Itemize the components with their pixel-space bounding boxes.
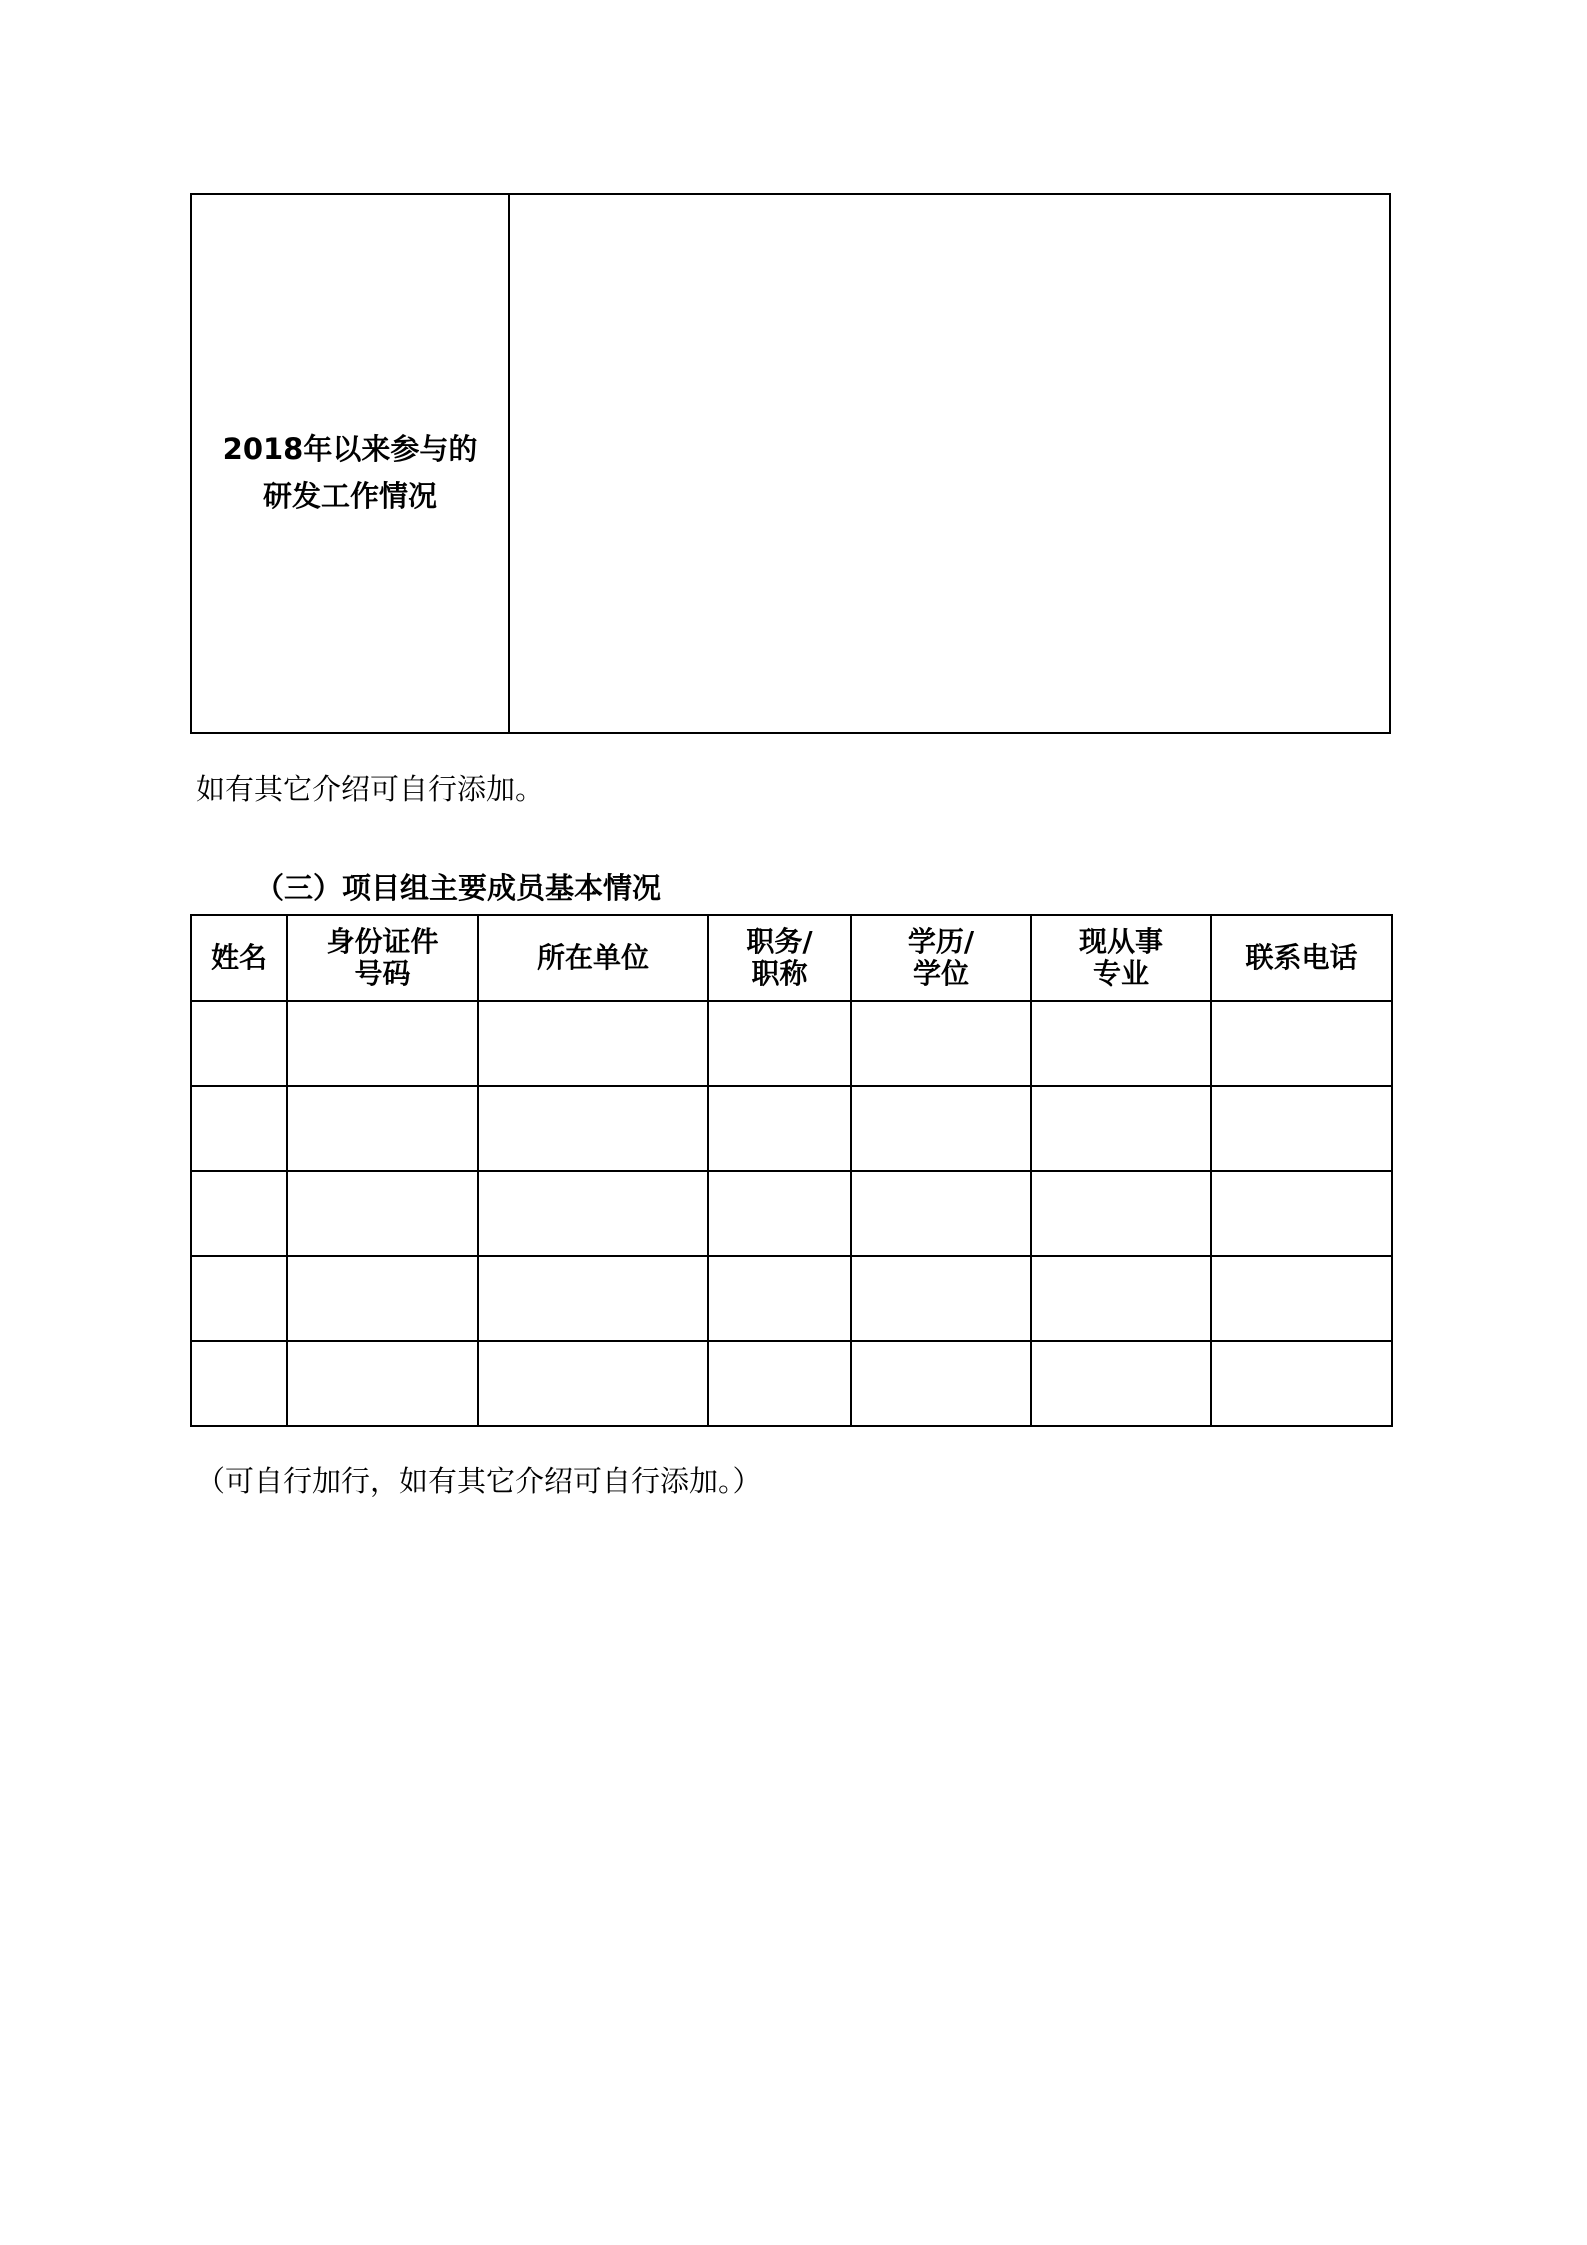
table-cell[interactable]	[1031, 1001, 1211, 1086]
header-organization: 所在单位	[478, 915, 708, 1001]
table-cell[interactable]	[708, 1086, 851, 1171]
table-cell[interactable]	[851, 1171, 1031, 1256]
table-cell[interactable]	[478, 1341, 708, 1426]
table-cell[interactable]	[1211, 1086, 1392, 1171]
table-row	[191, 1086, 1392, 1171]
table-cell[interactable]	[851, 1256, 1031, 1341]
table-cell[interactable]	[478, 1171, 708, 1256]
table-cell[interactable]	[1211, 1341, 1392, 1426]
note-after-research: 如有其它介绍可自行添加。	[196, 772, 545, 806]
research-label-line2: 研发工作情况	[262, 478, 437, 513]
table-cell[interactable]	[191, 1086, 287, 1171]
table-cell[interactable]	[191, 1001, 287, 1086]
header-education-degree: 学历/ 学位	[851, 915, 1031, 1001]
table-cell[interactable]	[191, 1171, 287, 1256]
table-cell[interactable]	[287, 1001, 478, 1086]
research-label-line1: 2018年以来参与的	[222, 431, 478, 466]
table-cell[interactable]	[1031, 1256, 1211, 1341]
table-cell[interactable]	[287, 1171, 478, 1256]
table-cell[interactable]	[1211, 1001, 1392, 1086]
table-cell[interactable]	[1211, 1171, 1392, 1256]
note-after-members: （可自行加行，如有其它介绍可自行添加。）	[196, 1464, 762, 1498]
table-cell[interactable]	[851, 1341, 1031, 1426]
table-row	[191, 1171, 1392, 1256]
research-work-table	[190, 193, 1391, 734]
members-section-title: （三）项目组主要成员基本情况	[255, 871, 662, 905]
table-cell[interactable]	[851, 1001, 1031, 1086]
members-table	[190, 914, 1393, 1427]
research-label	[223, 426, 478, 520]
header-position-title: 职务/ 职称	[708, 915, 851, 1001]
table-cell[interactable]	[851, 1086, 1031, 1171]
table-cell[interactable]	[1031, 1171, 1211, 1256]
table-row	[191, 1341, 1392, 1426]
header-id-number: 身份证件 号码	[287, 915, 478, 1001]
table-cell[interactable]	[287, 1341, 478, 1426]
table-cell[interactable]	[191, 1256, 287, 1341]
table-cell[interactable]	[708, 1171, 851, 1256]
table-cell[interactable]	[287, 1256, 478, 1341]
table-cell[interactable]	[708, 1256, 851, 1341]
header-name: 姓名	[191, 915, 287, 1001]
table-cell[interactable]	[191, 1341, 287, 1426]
header-phone: 联系电话	[1211, 915, 1392, 1001]
table-cell[interactable]	[1031, 1086, 1211, 1171]
table-cell[interactable]	[478, 1001, 708, 1086]
table-cell[interactable]	[287, 1086, 478, 1171]
members-header-row	[191, 915, 1392, 1001]
table-cell[interactable]	[708, 1341, 851, 1426]
table-cell[interactable]	[708, 1001, 851, 1086]
table-row	[191, 1001, 1392, 1086]
header-current-specialty: 现从事 专业	[1031, 915, 1211, 1001]
table-cell[interactable]	[1031, 1341, 1211, 1426]
table-cell[interactable]	[1211, 1256, 1392, 1341]
research-content-cell[interactable]	[510, 195, 1389, 732]
research-label-cell	[192, 195, 510, 732]
table-cell[interactable]	[478, 1256, 708, 1341]
table-cell[interactable]	[478, 1086, 708, 1171]
table-row	[191, 1256, 1392, 1341]
